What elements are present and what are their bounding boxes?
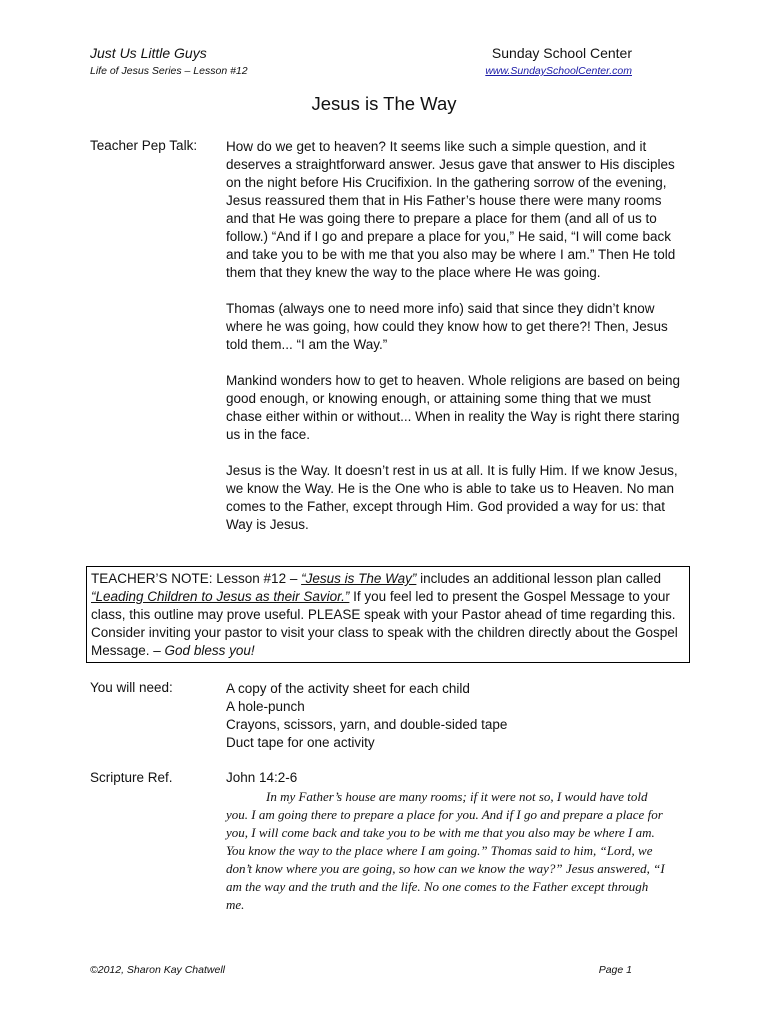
teachers-note-box bbox=[86, 566, 690, 663]
list-item: Crayons, scissors, yarn, and double-sided tape bbox=[226, 717, 508, 732]
list-item: Duct tape for one activity bbox=[226, 735, 375, 750]
note-closing: God bless you! bbox=[164, 643, 255, 658]
pep-talk-paragraph: How do we get to heaven? It seems like such a simple question, and it deserves a straightforward answer. Jesus gave that answer to His disciples on the night before His Crucifixion. In the gathering sorrow of the evening, Jesus reassured them that in His Father’s house there were many rooms and that He was going there to prepare a place for them (and all of us to follow.) “And if I go and prepare a place for you,” He said, “I will come back and take you to be with me that you also may be where I am.” Then He told them that they knew the way to the place where He was going. bbox=[226, 139, 676, 280]
note-prefix: TEACHER’S NOTE: Lesson #12 – bbox=[91, 571, 302, 586]
needs-list bbox=[226, 680, 507, 752]
pep-talk-paragraph: Mankind wonders how to get to heaven. Whole religions are based on being good enough, or knowing enough, or attaining some thing that we must chase either within or without... When in reality the Way is right there staring us in the face. bbox=[226, 373, 681, 442]
note-rest: If you feel led to present the Gospel Message to your class, this outline may prove useful. PLEASE speak with your Pastor ahead of time regarding this. Consider inviting your pastor to visit your class to speak with the children directly about the Gospel Message. – bbox=[91, 589, 678, 658]
pep-talk-label: Teacher Pep Talk: bbox=[90, 138, 198, 153]
page-title: Jesus is The Way bbox=[311, 93, 457, 114]
scripture-label: Scripture Ref. bbox=[90, 770, 173, 785]
page-number: Page 1 bbox=[598, 964, 632, 976]
website-link[interactable]: www.SundaySchoolCenter.com bbox=[485, 65, 632, 77]
list-item: A copy of the activity sheet for each child bbox=[226, 681, 470, 696]
scripture-text: In my Father’s house are many rooms; if it were not so, I would have told you. I am going there to prepare a place for you. And if I go and prepare a place for you, I will come back and take you to be with me that you also may be where I am. You know the way to the place where I am going.” Thomas said to him, “Lord, we don’t know where you are going, so how can we know the way?” Jesus answered, “I am the way and the truth and the life. No one comes to the Father except through me. bbox=[226, 789, 665, 912]
pep-talk-paragraph: Thomas (always one to need more info) said that since they didn’t know where he was going, how could they know how to get there?! Then, Jesus told them... “I am the Way.” bbox=[226, 301, 668, 352]
scripture-reference: John 14:2-6 bbox=[226, 770, 298, 785]
needs-label: You will need: bbox=[90, 680, 173, 695]
note-middle: includes an additional lesson plan called bbox=[416, 571, 662, 586]
note-lesson-title: “Jesus is The Way” bbox=[301, 571, 417, 586]
series-info: Life of Jesus Series – Lesson #12 bbox=[90, 65, 248, 77]
center-name: Sunday School Center bbox=[491, 45, 632, 61]
note-plan-title: “Leading Children to Jesus as their Savior.” bbox=[91, 589, 350, 604]
site-name: Just Us Little Guys bbox=[90, 45, 207, 61]
pep-talk-paragraph: Jesus is the Way. It doesn’t rest in us at all. It is fully Him. If we know Jesus, we know the Way. He is the One who is able to take us to Heaven. No man comes to the Father, except through Him. God provided a way for us: that Way is Jesus. bbox=[226, 463, 678, 532]
list-item: A hole-punch bbox=[226, 699, 305, 714]
pep-talk-body bbox=[226, 138, 686, 534]
copyright: ©2012, Sharon Kay Chatwell bbox=[90, 964, 225, 976]
